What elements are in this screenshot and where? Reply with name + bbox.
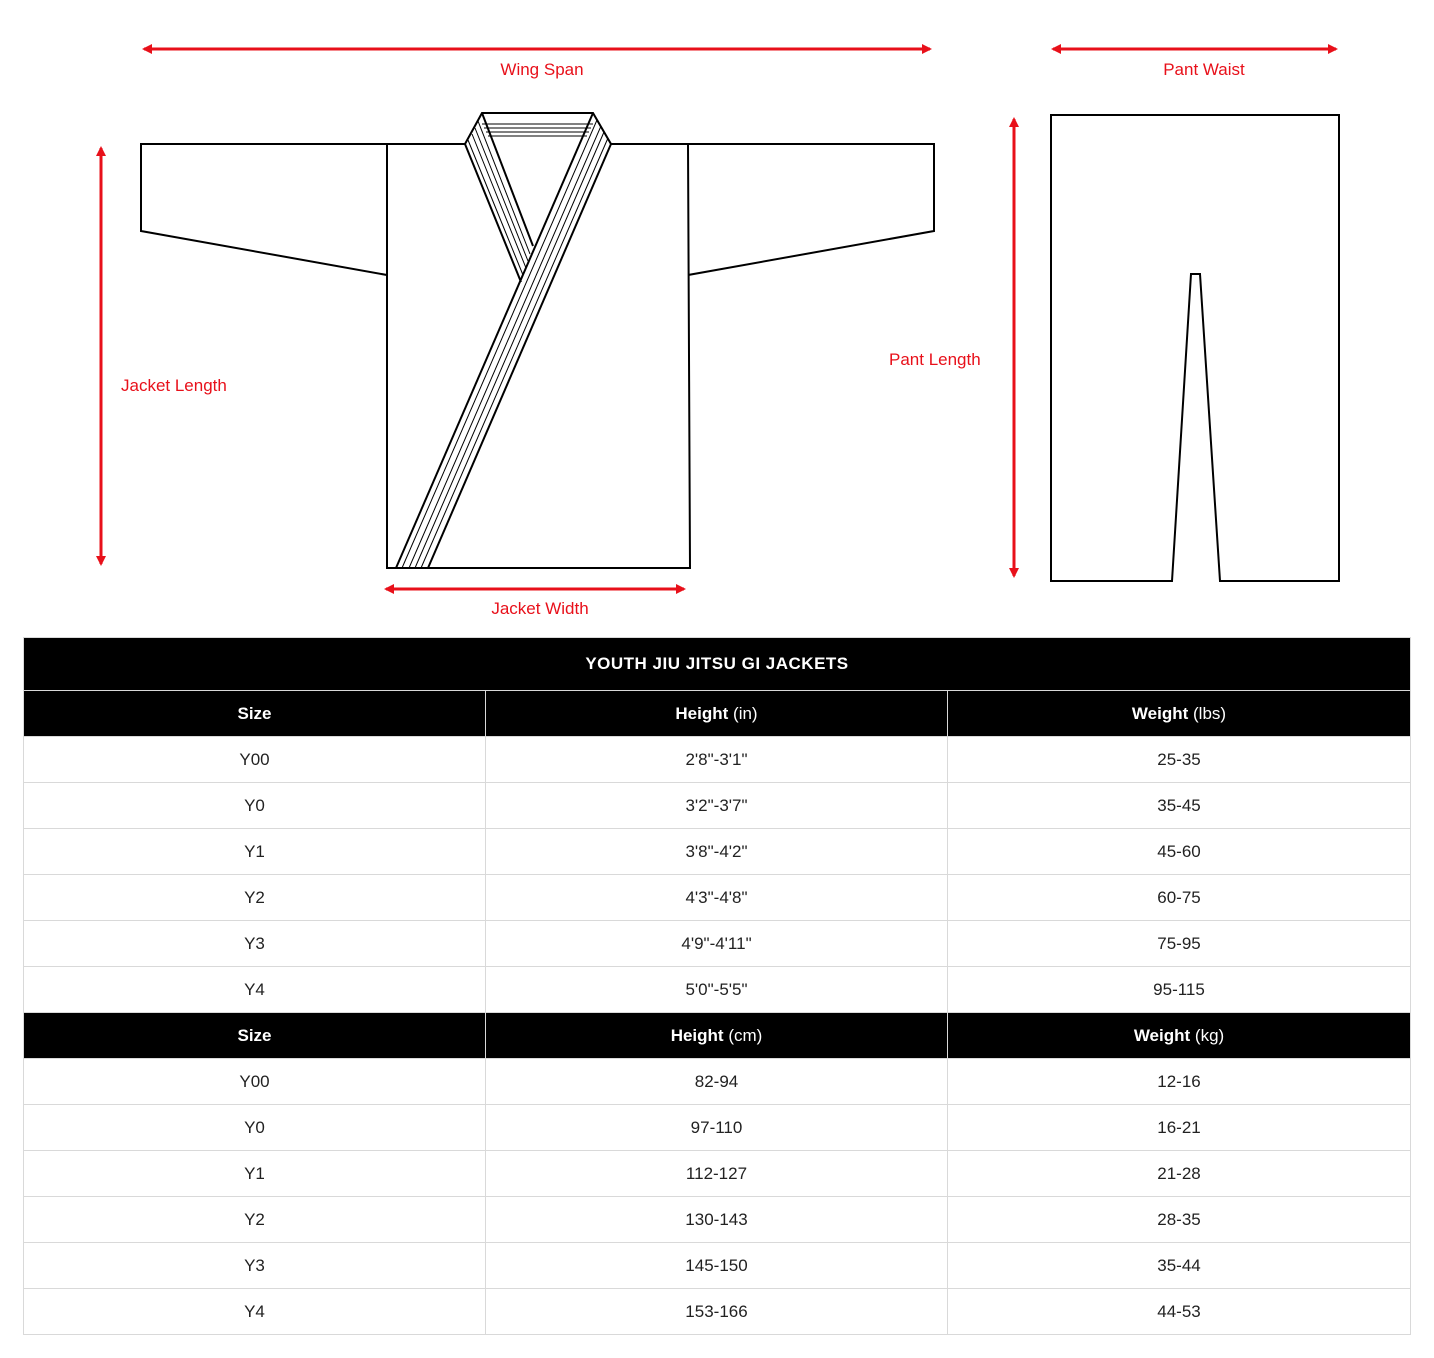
weight-cell: 44-53 [948,1289,1411,1335]
size-cell: Y00 [24,737,486,783]
height-cell: 4'3"-4'8" [486,875,948,921]
weight-cell: 95-115 [948,967,1411,1013]
weight-cell: 60-75 [948,875,1411,921]
jacket-width-label: Jacket Width [491,599,589,618]
pants-outline [1051,115,1339,581]
header-weight-lbs: Weight (lbs) [948,691,1411,737]
size-cell: Y0 [24,1105,486,1151]
jacket-outline [141,113,934,568]
height-cell: 3'2"-3'7" [486,783,948,829]
pant-length-label: Pant Length [889,350,981,369]
header-height-in: Height (in) [486,691,948,737]
size-cell: Y1 [24,1151,486,1197]
gi-size-diagram [0,0,1434,630]
height-cell: 112-127 [486,1151,948,1197]
header-size: Size [24,1013,486,1059]
height-cell: 145-150 [486,1243,948,1289]
table-row [24,1289,1411,1335]
height-cell: 97-110 [486,1105,948,1151]
size-cell: Y3 [24,921,486,967]
height-cell: 5'0"-5'5" [486,967,948,1013]
table-row [24,1059,1411,1105]
size-cell: Y00 [24,1059,486,1105]
size-cell: Y0 [24,783,486,829]
table-row [24,967,1411,1013]
header-weight-kg: Weight (kg) [948,1013,1411,1059]
size-cell: Y4 [24,967,486,1013]
weight-cell: 45-60 [948,829,1411,875]
height-cell: 3'8"-4'2" [486,829,948,875]
jacket-length-label: Jacket Length [121,376,227,395]
size-cell: Y2 [24,875,486,921]
table-row [24,875,1411,921]
table-title: YOUTH JIU JITSU GI JACKETS [24,638,1411,691]
weight-cell: 12-16 [948,1059,1411,1105]
height-cell: 153-166 [486,1289,948,1335]
wing-span-label: Wing Span [500,60,584,79]
table-row [24,1105,1411,1151]
size-cell: Y1 [24,829,486,875]
imperial-header-row [24,691,1411,737]
table-row [24,1151,1411,1197]
table-row [24,737,1411,783]
weight-cell: 75-95 [948,921,1411,967]
weight-cell: 21-28 [948,1151,1411,1197]
weight-cell: 35-44 [948,1243,1411,1289]
table-row [24,1197,1411,1243]
height-cell: 4'9"-4'11" [486,921,948,967]
weight-cell: 28-35 [948,1197,1411,1243]
height-cell: 130-143 [486,1197,948,1243]
size-cell: Y3 [24,1243,486,1289]
header-size: Size [24,691,486,737]
size-cell: Y2 [24,1197,486,1243]
weight-cell: 16-21 [948,1105,1411,1151]
pant-waist-label: Pant Waist [1163,60,1245,79]
table-row [24,783,1411,829]
weight-cell: 35-45 [948,783,1411,829]
weight-cell: 25-35 [948,737,1411,783]
header-height-cm: Height (cm) [486,1013,948,1059]
height-cell: 82-94 [486,1059,948,1105]
size-cell: Y4 [24,1289,486,1335]
table-row [24,921,1411,967]
size-chart-table [23,637,1411,1335]
table-row [24,1243,1411,1289]
table-row [24,829,1411,875]
metric-header-row [24,1013,1411,1059]
height-cell: 2'8"-3'1" [486,737,948,783]
